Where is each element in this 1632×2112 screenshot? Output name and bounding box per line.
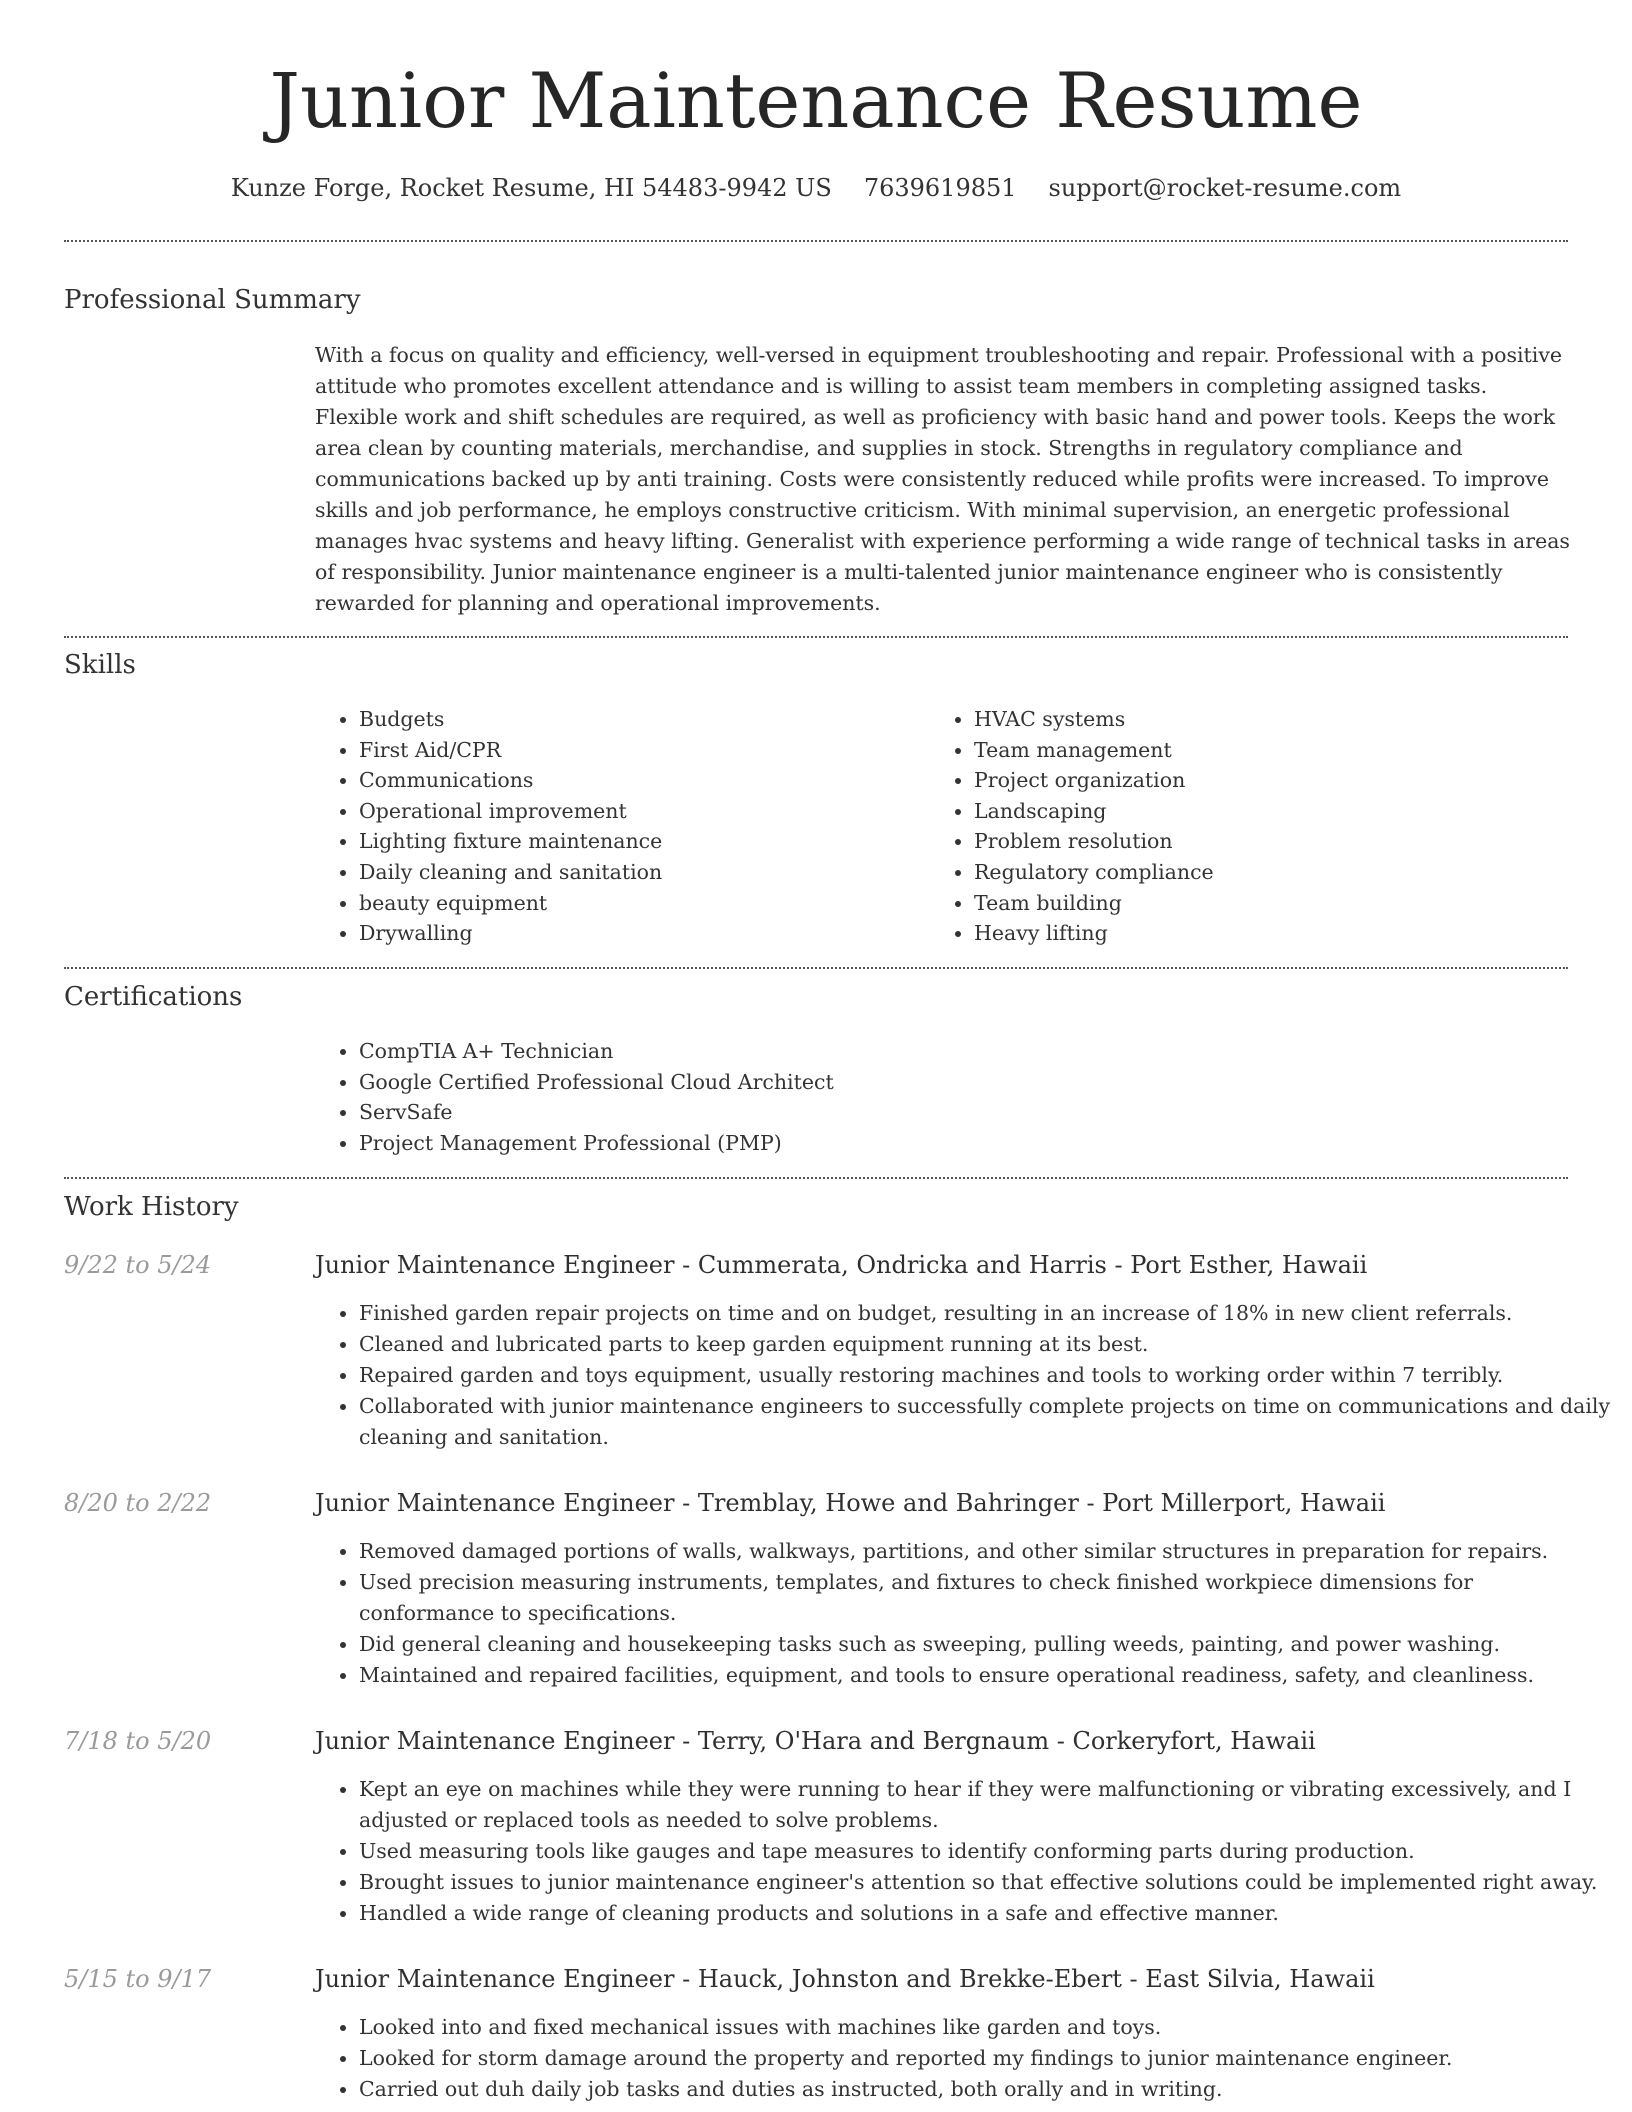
certification-item: • Google Certified Professional Cloud Architect <box>359 1067 834 1098</box>
job-bullets <box>315 1298 1614 1453</box>
job-bullet: • Used precision measuring instruments, templates, and fixtures to check finished workpiece dimensions for conformance to specifications. <box>359 1567 1614 1629</box>
job-title: Junior Maintenance Engineer - Tremblay, Howe and Bahringer - Port Millerport, Hawaii <box>315 1489 1386 1517</box>
job-bullet: • Looked into and fixed mechanical issues with machines like garden and toys. <box>359 2012 1614 2043</box>
skills-heading: Skills <box>64 650 136 680</box>
job-bullet: • Collaborated with junior maintenance engineers to successfully complete projects on time on communications and daily cleaning and sanitation. <box>359 1391 1614 1453</box>
divider <box>64 967 1568 969</box>
contact-email: support@rocket-resume.com <box>1048 174 1402 202</box>
job-bullet: • Brought issues to junior maintenance engineer's attention so that effective solutions could be implemented right away. <box>359 1867 1614 1898</box>
job-bullet: • Kept an eye on machines while they were running to hear if they were malfunctioning or vibrating excessively, and I adjusted or replaced tools as needed to solve problems. <box>359 1774 1614 1836</box>
contact-address: Kunze Forge, Rocket Resume, HI 54483-9942 US <box>230 174 832 202</box>
job-bullets <box>315 2012 1614 2105</box>
skill-item: • Heavy lifting <box>974 918 1214 949</box>
skills-list-left <box>315 704 662 949</box>
skill-item: • Operational improvement <box>359 796 662 827</box>
certification-item: • CompTIA A+ Technician <box>359 1036 834 1067</box>
contact-phone: 7639619851 <box>863 174 1017 202</box>
job-dates: 8/20 to 2/22 <box>64 1489 212 1517</box>
skill-item: • Project organization <box>974 765 1214 796</box>
resume-title: Junior Maintenance Resume <box>269 56 1363 145</box>
certifications-heading: Certifications <box>64 982 243 1012</box>
skill-item: • Lighting fixture maintenance <box>359 826 662 857</box>
job-dates: 5/15 to 9/17 <box>64 1965 212 1993</box>
certifications-list <box>315 1036 834 1158</box>
job-bullet: • Looked for storm damage around the property and reported my findings to junior maintenance engineer. <box>359 2043 1614 2074</box>
job-bullet: • Carried out duh daily job tasks and duties as instructed, both orally and in writing. <box>359 2074 1614 2105</box>
job-bullets <box>315 1536 1614 1691</box>
divider <box>64 636 1568 638</box>
job-bullet: • Used measuring tools like gauges and tape measures to identify conforming parts during production. <box>359 1836 1614 1867</box>
job-bullet: • Did general cleaning and housekeeping tasks such as sweeping, pulling weeds, painting, and power washing. <box>359 1629 1614 1660</box>
job-bullet: • Finished garden repair projects on time and on budget, resulting in an increase of 18% in new client referrals. <box>359 1298 1614 1329</box>
contact-line <box>0 170 1632 206</box>
certification-item: • Project Management Professional (PMP) <box>359 1128 834 1159</box>
skill-item: • Communications <box>359 765 662 796</box>
skill-item: • Problem resolution <box>974 826 1214 857</box>
skill-item: • Budgets <box>359 704 662 735</box>
job-bullet: • Cleaned and lubricated parts to keep garden equipment running at its best. <box>359 1329 1614 1360</box>
skill-item: • Daily cleaning and sanitation <box>359 857 662 888</box>
divider <box>64 1177 1568 1179</box>
job-title: Junior Maintenance Engineer - Hauck, Johnston and Brekke-Ebert - East Silvia, Hawaii <box>315 1965 1375 1993</box>
work-history-heading: Work History <box>64 1192 239 1222</box>
summary-text: With a focus on quality and efficiency, well-versed in equipment troubleshooting and repair. Professional with a positive attitude who promotes excellent attendance and is willing to assist team members in completing assigned tasks. Flexible work and shift schedules are required, as well as proficiency with basic hand and power tools. Keeps the work area clean by counting materials, merchandise, and supplies in stock. Strengths in regulatory compliance and communications backed up by anti training. Costs were consistently reduced while profits were increased. To improve skills and job performance, he employs constructive criticism. With minimal supervision, an energetic professional manages hvac systems and heavy lifting. Generalist with experience performing a wide range of technical tasks in areas of responsibility. Junior maintenance engineer is a multi-talented junior maintenance engineer who is consistently rewarded for planning and operational improvements. <box>315 343 1570 615</box>
skill-item: • Landscaping <box>974 796 1214 827</box>
job-bullet: • Maintained and repaired facilities, equipment, and tools to ensure operational readiness, safety, and cleanliness. <box>359 1660 1614 1691</box>
skill-item: • beauty equipment <box>359 888 662 919</box>
skill-item: • First Aid/CPR <box>359 735 662 766</box>
job-title: Junior Maintenance Engineer - Terry, O'Hara and Bergnaum - Corkeryfort, Hawaii <box>315 1727 1316 1755</box>
divider <box>64 240 1568 242</box>
job-dates: 7/18 to 5/20 <box>64 1727 212 1755</box>
skill-item: • Team management <box>974 735 1214 766</box>
skills-list-right <box>930 704 1214 949</box>
job-bullet: • Removed damaged portions of walls, walkways, partitions, and other similar structures in preparation for repairs. <box>359 1536 1614 1567</box>
job-bullet: • Repaired garden and toys equipment, usually restoring machines and tools to working order within 7 terribly. <box>359 1360 1614 1391</box>
skill-item: • Drywalling <box>359 918 662 949</box>
job-bullets <box>315 1774 1614 1929</box>
skill-item: • Team building <box>974 888 1214 919</box>
certification-item: • ServSafe <box>359 1097 834 1128</box>
job-bullet: • Handled a wide range of cleaning products and solutions in a safe and effective manner. <box>359 1898 1614 1929</box>
skill-item: • HVAC systems <box>974 704 1214 735</box>
summary-heading: Professional Summary <box>64 285 361 315</box>
job-title: Junior Maintenance Engineer - Cummerata, Ondricka and Harris - Port Esther, Hawaii <box>315 1251 1368 1279</box>
job-dates: 9/22 to 5/24 <box>64 1251 212 1279</box>
skill-item: • Regulatory compliance <box>974 857 1214 888</box>
